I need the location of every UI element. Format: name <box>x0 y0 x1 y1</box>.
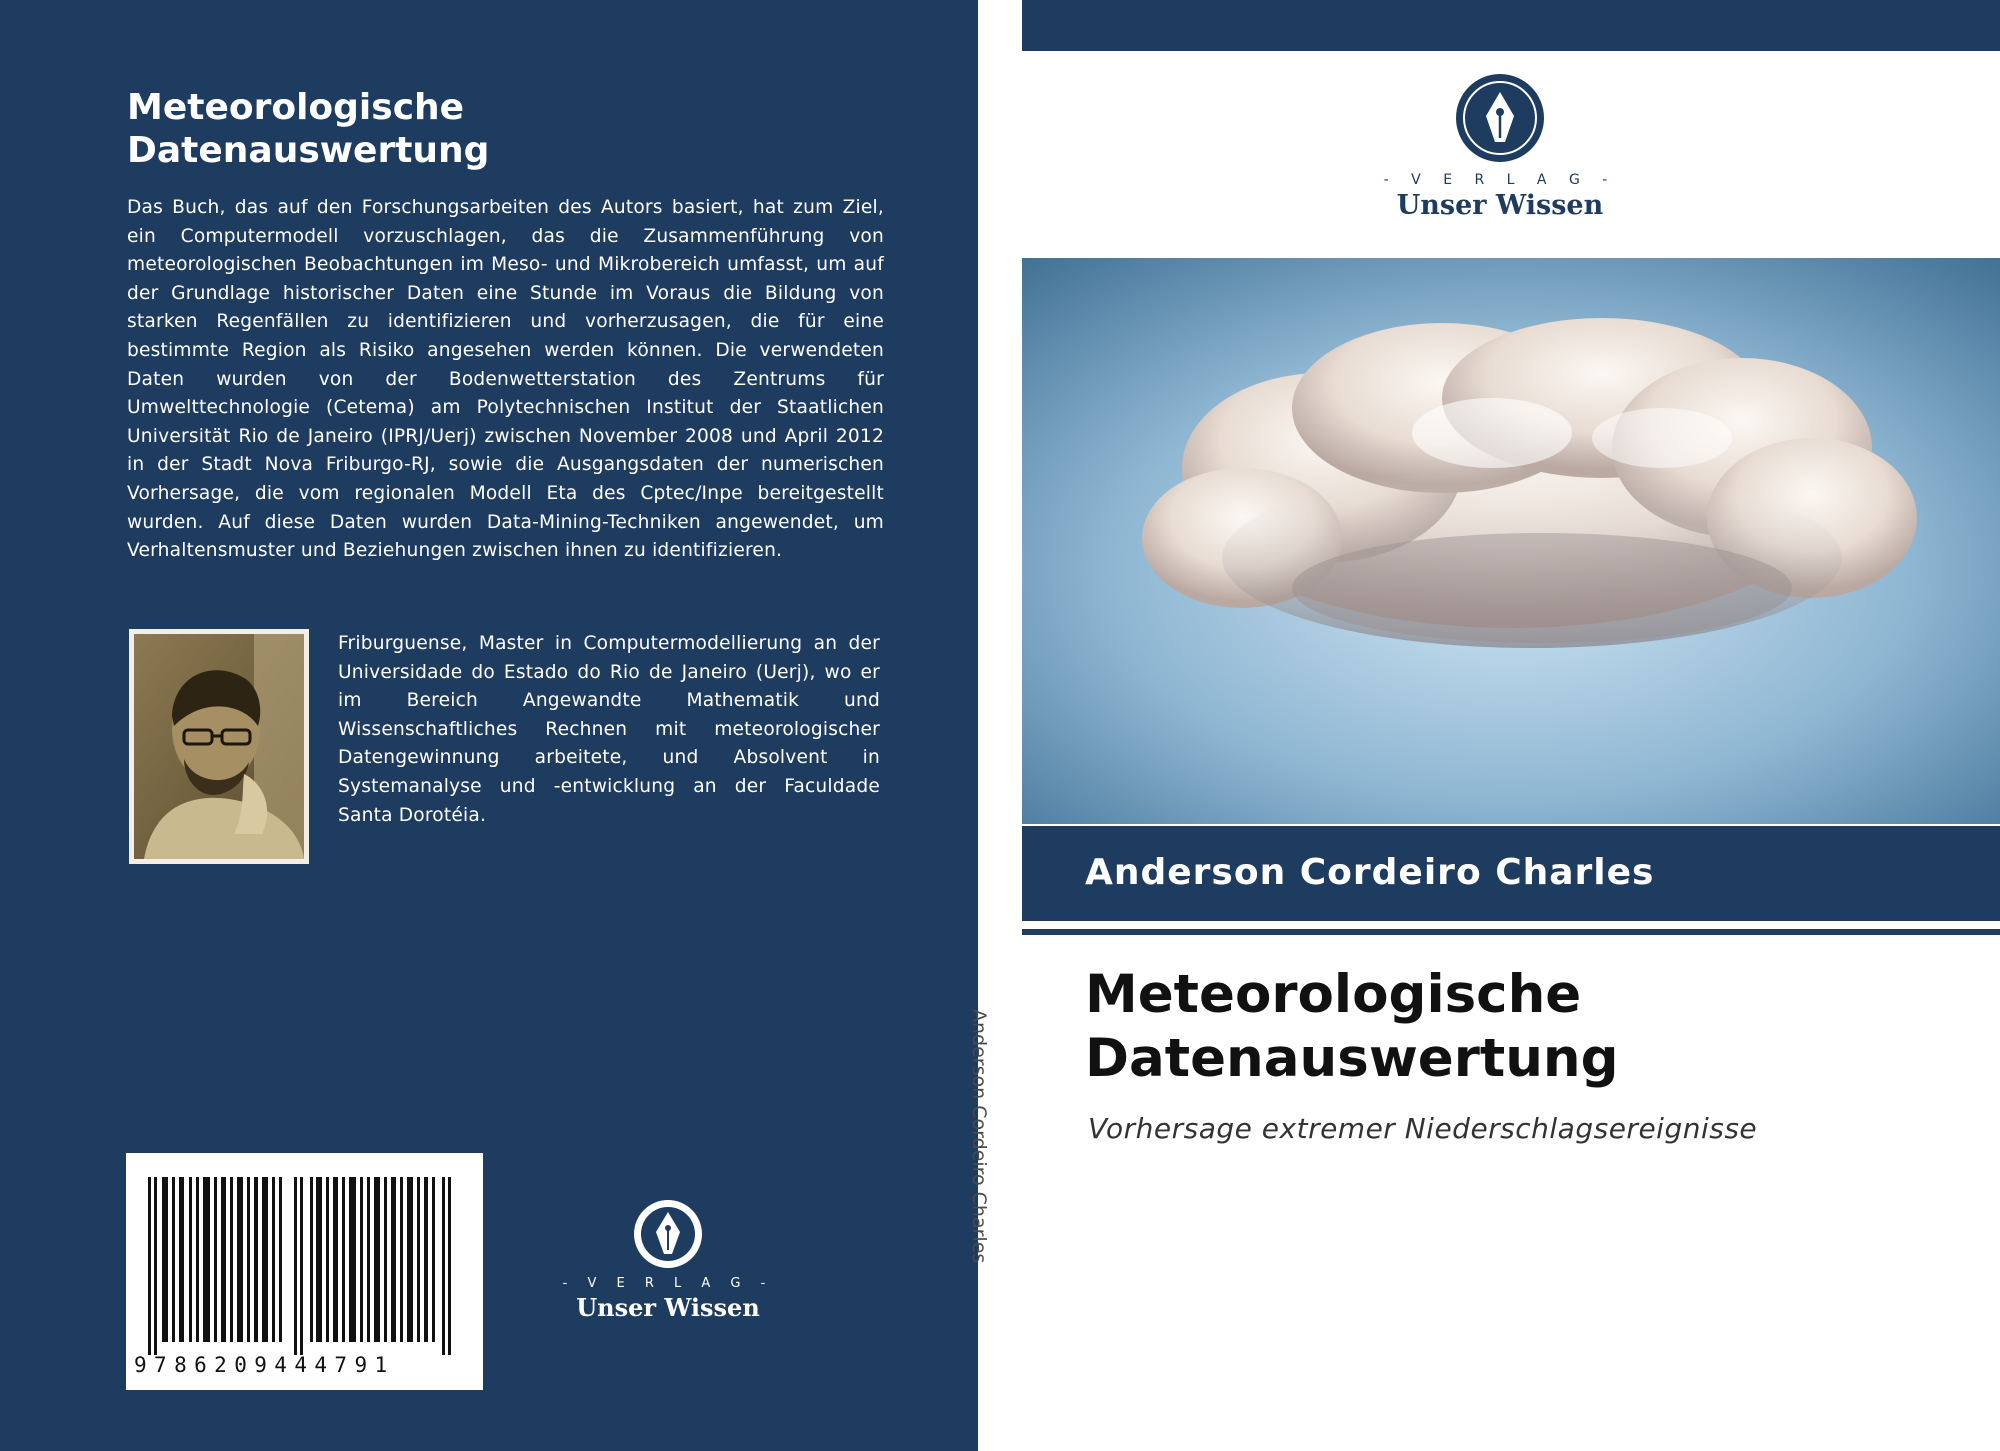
cloud-cover-image <box>1022 258 2000 824</box>
author-biography: Friburguense, Master in Computermodellierung an der Universidade do Estado do Rio de Janeiro (Uerj), wo er im Bereich Angewandte Mathematik und Wissenschaftliches Rechnen mit meteorologischer Datengewinnung arbeitete, und Absolvent in Systemanalyse und -entwicklung an der Faculdade Santa Dorotéia. <box>338 633 880 826</box>
front-cover-subtitle: Vorhersage extremer Niederschlagsereignisse <box>1088 1112 1758 1145</box>
isbn-barcode <box>126 1153 483 1390</box>
front-author-name: Anderson Cordeiro Charles <box>1085 852 1655 893</box>
back-title-line-1: Meteorologische <box>127 87 465 128</box>
front-logo-brand: Unser Wissen <box>1396 190 1604 221</box>
fountain-pen-nib-icon <box>1454 72 1546 164</box>
author-photo <box>129 629 309 864</box>
fountain-pen-nib-icon <box>632 1198 704 1270</box>
back-cover-title <box>127 86 887 172</box>
back-logo-verlag: - V E R L A G - <box>562 1276 774 1291</box>
front-logo-verlag: - V E R L A G - <box>1383 172 1617 188</box>
front-top-bar <box>1022 0 2000 51</box>
isbn-digits: 9786209444791 <box>134 1353 395 1377</box>
book-description: Das Buch, das auf den Forschungsarbeiten des Autors basiert, hat zum Ziel, ein Computermodell vorzuschlagen, das die Zusammenführung von meteorologischen Beobachtungen im Meso- und Mikrobereich umfasst, um auf der Grundlage historischer Daten eine Stunde im Voraus die Bildung von starken Regenfällen zu identifizieren und vorherzusagen, die für eine bestimmte Region als Risiko angesehen werden können. Die verwendeten Daten wurden von der Bodenwetterstation des Zentrums für Umwelttechnologie (Cetema) am Polytechnischen Institut der Staatlichen Universität Rio de Janeiro (IPRJ/Uerj) zwischen November 2008 und April 2012 in der Stadt Nova Friburgo-RJ, sowie die Ausgangsdaten der numerischen Vorhersage, die vom regionalen Modell Eta des Cptec/Inpe bereitgestellt wurden. Auf diese Daten wurden Data-Mining-Techniken angewendet, um Verhaltensmuster und Beziehungen zwischen ihnen zu identifizieren. <box>127 197 884 562</box>
front-title-line-2: Datenauswertung <box>1085 1028 1619 1089</box>
back-logo-brand: Unser Wissen <box>576 1293 760 1322</box>
back-cover <box>0 0 978 1451</box>
spine-author: Anderson Cordeiro Charles <box>968 1009 990 1264</box>
back-publisher-logo <box>560 1198 776 1322</box>
back-title-line-2: Datenauswertung <box>127 130 490 171</box>
author-band <box>1022 826 2000 921</box>
front-publisher-logo <box>1380 72 1620 221</box>
barcode-bars <box>144 1177 464 1355</box>
divider-rule <box>1022 929 2000 935</box>
front-title-line-1: Meteorologische <box>1085 964 1582 1025</box>
front-cover-title <box>1085 963 1965 1091</box>
